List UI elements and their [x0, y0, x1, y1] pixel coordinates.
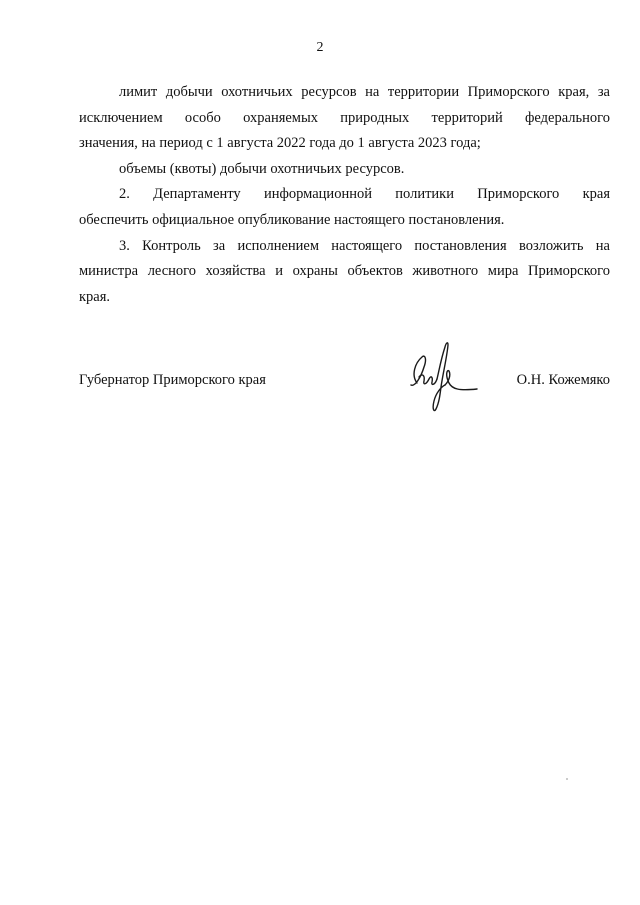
document-body — [79, 80, 610, 310]
text-line: значения, на период с 1 августа 2022 года до 1 августа 2023 года; — [79, 135, 481, 152]
paragraph-item-2 — [79, 182, 610, 233]
handwritten-signature — [389, 335, 479, 415]
page-number: 2 — [316, 40, 324, 55]
text-line: обеспечить официальное опубликование настоящего постановления. — [79, 211, 505, 228]
text-line: края. — [79, 288, 111, 305]
signatory-name: О.Н. Кожемяко — [516, 372, 610, 388]
text-line: объемы (квоты) добычи охотничьих ресурсов. — [119, 160, 405, 177]
paragraph-limit — [79, 80, 610, 157]
scan-speck — [566, 778, 568, 780]
text-line: министра лесного хозяйства и охраны объектов животного мира Приморского — [79, 263, 610, 280]
text-line: 3. Контроль за исполнением настоящего постановления возложить на — [119, 237, 610, 254]
text-line: исключением особо охраняемых природных территорий федерального — [79, 109, 610, 126]
text-line: лимит добычи охотничьих ресурсов на территории Приморского края, за — [119, 84, 610, 100]
paragraph-quotas — [79, 157, 610, 183]
signature-block — [79, 335, 610, 425]
signatory-title: Губернатор Приморского края — [79, 372, 266, 388]
text-line: 2. Департаменту информационной политики Приморского края — [119, 186, 610, 203]
paragraph-item-3 — [79, 234, 610, 311]
